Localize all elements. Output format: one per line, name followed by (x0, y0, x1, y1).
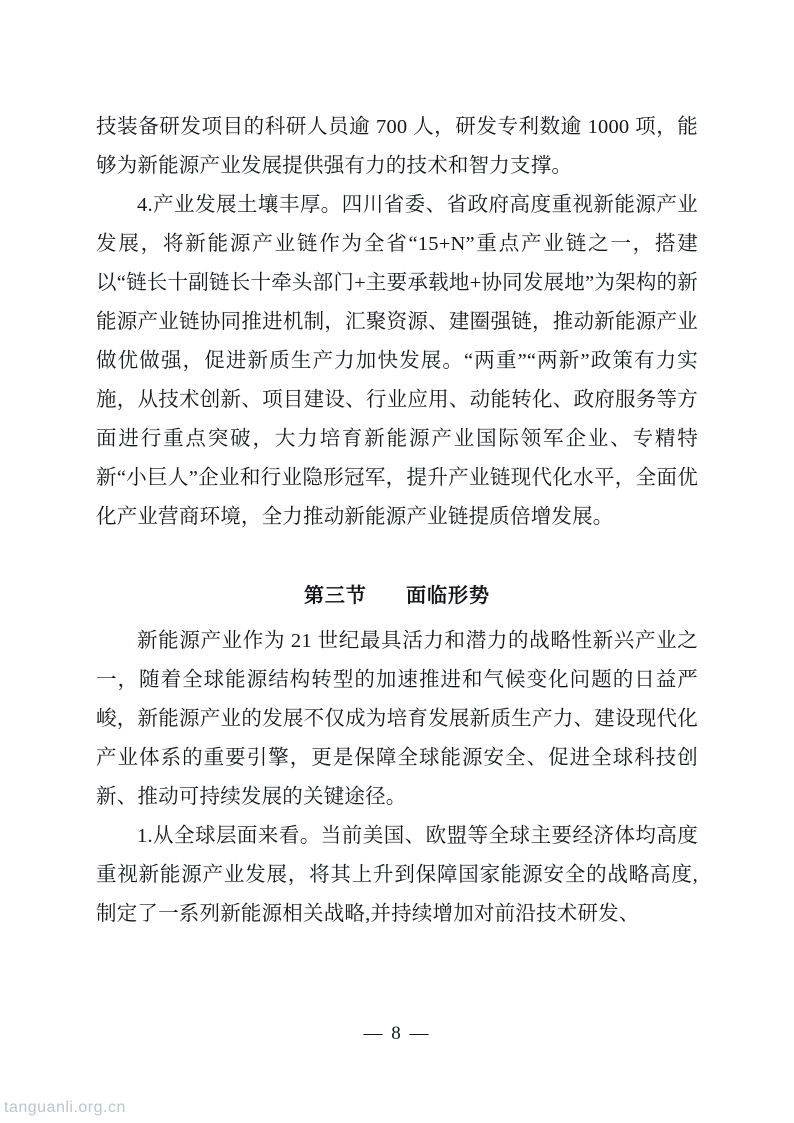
page-body (96, 108, 698, 934)
paragraph-item-4: 4.产业发展土壤丰厚。四川省委、省政府高度重视新能源产业发展，将新能源产业链作为全省“15+N”重点产业链之一，搭建以“链长十副链长十牵头部门+主要承载地+协同发展地”为架构的新能源产业链协同推进机制，汇聚资源、建圈强链，推动新能源产业做优做强，促进新质生产力加快发展。“两重”“两新”政策有力实施，从技术创新、项目建设、行业应用、动能转化、政府服务等方面进行重点突破，大力培育新能源产业国际领军企业、专精特新“小巨人”企业和行业隐形冠军，提升产业链现代化水平，全面优化产业营商环境，全力推动新能源产业链提质倍增发展。 (96, 194, 698, 528)
section-title: 面临形势 (406, 585, 491, 607)
watermark-text: tanguanli.org.cn (4, 1099, 126, 1116)
page-number: — 8 — (363, 1023, 431, 1044)
paragraph-continued-top: 技装备研发项目的科研人员逾 700 人，研发专利数逾 1000 项，能够为新能源产业发展提供强有力的技术和智力支撑。 (96, 116, 698, 177)
section-number: 第三节 (303, 585, 367, 607)
paragraph-spacer (96, 537, 698, 547)
paragraph-section-intro: 新能源产业作为 21 世纪最具活力和潜力的战略性新兴产业之一，随着全球能源结构转型的加速推进和气候变化问题的日益严峻，新能源产业的发展不仅成为培育发展新质生产力、建设现代化产业体系的重要引擎，更是保障全球能源安全、促进全球科技创新、推动可持续发展的关键途径。 (96, 630, 698, 808)
section-heading (96, 577, 698, 616)
paragraph-item-1: 1.从全球层面来看。当前美国、欧盟等全球主要经济体均高度重视新能源产业发展，将其上升到保障国家能源安全的战略高度,制定了一系列新能源相关战略,并持续增加对前沿技术研发、 (96, 825, 698, 925)
